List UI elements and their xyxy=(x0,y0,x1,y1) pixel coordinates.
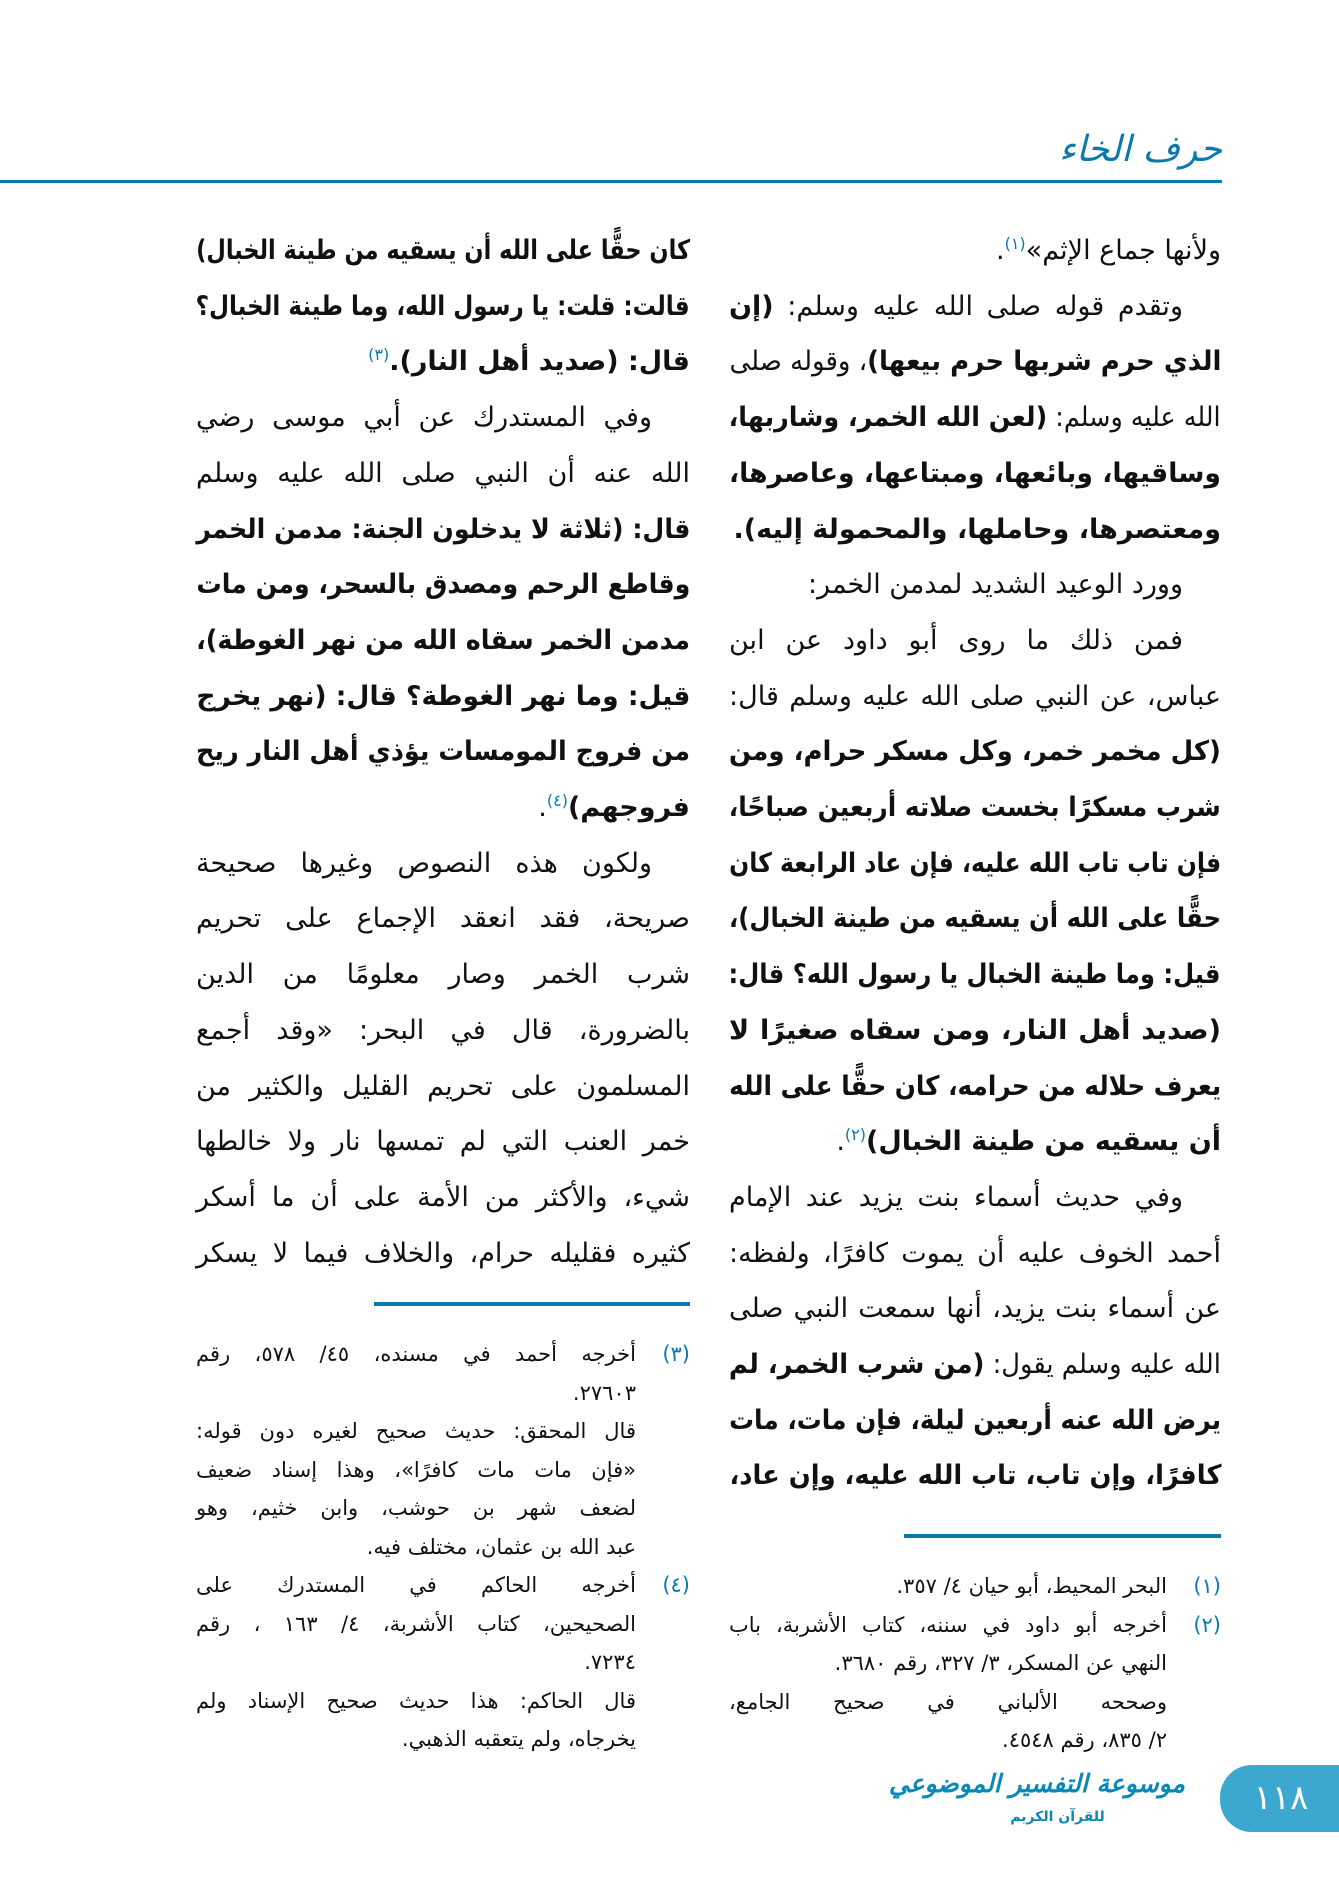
text-run: خمر العنب التي لم تمسها نار ولا خالطها xyxy=(196,1126,690,1158)
text-run: قالت: قلت: يا رسول الله، وما طينة الخبال؟ xyxy=(196,290,690,322)
text-run: كان حقًّا على الله أن يسقيه من طينة الخبال) xyxy=(196,235,690,266)
text-line xyxy=(729,780,1221,836)
footnote-line: البحر المحيط، أبو حيان ٤/ ٣٥٧. xyxy=(896,1574,1167,1598)
footnote-line: النهي عن المسكر، ٣/ ٣٢٧، رقم ٣٦٨٠. xyxy=(834,1651,1167,1675)
text-line xyxy=(196,446,690,502)
text-line xyxy=(196,1170,690,1226)
text-run: . xyxy=(836,1126,845,1158)
text-run: قيل: وما نهر الغوطة؟ قال: (نهر يخرج xyxy=(196,680,690,712)
text-run: أحمد الخوف عليه أن يموت كافرًا، ولفظه: xyxy=(729,1237,1221,1269)
text-run: عباس، عن النبي صلى الله عليه وسلم قال: xyxy=(729,680,1221,712)
text-run: (لعن الله الخمر، وشاربها، xyxy=(729,402,1048,434)
text-run: ولكون هذه النصوص وغيرها صحيحة xyxy=(196,847,652,879)
text-run: شيء، والأكثر من الأمة على أن ما أسكر xyxy=(196,1181,690,1213)
text-line xyxy=(729,947,1221,1003)
footnote-line: ٢٧٦٠٣. xyxy=(572,1380,636,1405)
text-run: فروجهم) xyxy=(567,792,690,823)
text-run: (صديد أهل النار، ومن سقاه صغيرًا لا xyxy=(729,1014,1221,1046)
text-run: وتقدم قوله صلى الله عليه وسلم: xyxy=(773,290,1183,322)
text-line xyxy=(196,669,690,725)
text-run: ولأنها جماع الإثم» xyxy=(1025,235,1221,266)
footnote-line: وصححه الألباني في صحيح الجامع، xyxy=(729,1689,1167,1714)
text-run: (كل مخمر خمر، وكل مسكر حرام، ومن xyxy=(729,736,1221,768)
text-line xyxy=(729,1059,1221,1115)
text-line xyxy=(196,724,690,780)
page-number: ١١٨ xyxy=(1253,1778,1309,1818)
footnote-line: لضعف شهر بن حوشب، وابن خثيم، وهو xyxy=(196,1496,636,1520)
text-run: وفي المستدرك عن أبي موسى رضي xyxy=(196,402,652,434)
text-run: وورد الوعيد الشديد لمدمن الخمر: xyxy=(807,569,1183,601)
text-run: كثيره فقليله حرام، والخلاف فيما لا يسكر xyxy=(196,1237,690,1269)
footnote-line: عبد الله بن عثمان، مختلف فيه. xyxy=(366,1534,636,1559)
text-run: (من شرب الخمر، لم xyxy=(729,1349,985,1380)
footnote-line: قال الحاكم: هذا حديث صحيح الإسناد ولم xyxy=(196,1688,636,1713)
text-line xyxy=(729,557,1183,613)
text-run: من فروج المومسات يؤذي أهل النار ريح xyxy=(196,736,690,768)
footnote-line: الصحيحين، كتاب الأشربة، ٤/ ١٦٣ ، رقم xyxy=(196,1611,636,1636)
text-line xyxy=(729,1448,1221,1504)
text-line xyxy=(196,557,690,613)
text-run: فإن تاب تاب الله عليه، فإن عاد الرابعة كان xyxy=(729,847,1221,879)
footnote-number: (٣) xyxy=(662,1342,690,1366)
text-run: وفي حديث أسماء بنت يزيد عند الإمام xyxy=(729,1181,1183,1213)
text-line xyxy=(196,334,690,390)
text-line xyxy=(729,1337,1221,1393)
text-run: قال: (ثلاثة لا يدخلون الجنة: مدمن الخمر xyxy=(196,513,690,545)
logo-subtitle: للقرآن الكريم xyxy=(1010,1809,1105,1825)
footnote-line: أخرجه الحاكم في المستدرك على xyxy=(196,1573,636,1597)
text-run: (إن xyxy=(729,290,774,322)
text-line xyxy=(196,279,690,335)
text-run: الله عليه وسلم: xyxy=(1047,402,1221,434)
chapter-title: حرف الخاء xyxy=(1059,129,1222,170)
text-line xyxy=(729,891,1221,947)
text-line xyxy=(729,1393,1221,1449)
text-line xyxy=(729,669,1221,725)
text-run: . xyxy=(995,235,1005,266)
text-line xyxy=(729,1003,1221,1059)
text-line xyxy=(729,613,1183,669)
footnote-ref: (٢) xyxy=(844,1125,867,1145)
footnote-divider xyxy=(904,1534,1221,1538)
text-run: وساقيها، وبائعها، ومبتاعها، وعاصرها، xyxy=(729,457,1221,489)
text-line xyxy=(729,502,1221,558)
text-run: المسلمون على تحريم القليل والكثير من xyxy=(196,1070,690,1102)
text-line xyxy=(729,724,1221,780)
logo-title: موسوعة التفسير الموضوعي xyxy=(888,1769,1185,1798)
footnote-ref: (٣) xyxy=(368,345,390,365)
footnote-line: ٧٢٣٤. xyxy=(584,1650,636,1674)
text-line xyxy=(729,446,1221,502)
text-run: بالضرورة، قال في البحر: «وقد أجمع xyxy=(196,1014,690,1046)
footnote-line: ٢/ ٨٣٥، رقم ٤٥٤٨. xyxy=(1002,1728,1167,1752)
text-run: قال: (صديد أهل النار). xyxy=(389,346,690,378)
text-run: يرض الله عنه أربعين ليلة، فإن مات، مات xyxy=(729,1404,1221,1436)
footnote-divider xyxy=(374,1302,690,1306)
text-line xyxy=(196,1114,690,1170)
text-line xyxy=(196,223,690,279)
footnote-line: أخرجه أحمد في مسنده، ٤٥/ ٥٧٨، رقم xyxy=(196,1342,636,1366)
text-line xyxy=(196,613,690,669)
text-run: . xyxy=(538,792,547,823)
footnote-ref: (١) xyxy=(1004,234,1026,253)
text-run: قيل: وما طينة الخبال يا رسول الله؟ قال: xyxy=(729,959,1221,991)
text-line xyxy=(729,279,1183,335)
text-line xyxy=(196,1059,690,1115)
footnote-line: أخرجه أبو داود في سننه، كتاب الأشربة، باب xyxy=(729,1612,1167,1637)
text-line xyxy=(196,1226,690,1282)
text-line xyxy=(196,891,690,947)
text-run: ومعتصرها، وحاملها، والمحمولة إليه). xyxy=(733,513,1221,545)
text-line xyxy=(729,390,1221,446)
footnote-number: (١) xyxy=(1193,1574,1221,1598)
text-line xyxy=(729,223,1221,279)
text-run: فمن ذلك ما روى أبو داود عن ابن xyxy=(729,624,1183,656)
text-line xyxy=(196,836,652,892)
footnote-line: يخرجاه، ولم يتعقبه الذهبي. xyxy=(401,1727,636,1751)
text-run: الله عنه أن النبي صلى الله عليه وسلم xyxy=(196,457,690,489)
text-line xyxy=(196,502,690,558)
footnote-number: (٢) xyxy=(1193,1612,1221,1637)
text-line xyxy=(196,390,652,446)
text-line xyxy=(729,1114,1221,1170)
text-run: شرب مسكرًا بخست صلاته أربعين صباحًا، xyxy=(729,792,1221,823)
text-line xyxy=(196,1003,690,1059)
text-run: أن يسقيه من طينة الخبال) xyxy=(866,1126,1221,1158)
text-line xyxy=(196,947,690,1003)
text-line xyxy=(729,1281,1221,1337)
text-run: يعرف حلاله من حرامه، كان حقًّا على الله xyxy=(729,1070,1221,1102)
header-rule xyxy=(0,180,1222,183)
footnote-line: «فإن مات مات كافرًا»، وهذا إسناد ضعيف xyxy=(196,1457,636,1482)
text-line xyxy=(729,836,1221,892)
text-line xyxy=(729,1170,1183,1226)
text-run: عن أسماء بنت يزيد، أنها سمعت النبي صلى xyxy=(729,1293,1221,1325)
text-line xyxy=(729,1226,1221,1282)
text-run: كافرًا، وإن تاب، تاب الله عليه، وإن عاد، xyxy=(729,1460,1221,1492)
series-logo xyxy=(888,1762,1185,1842)
footnote-ref: (٤) xyxy=(546,791,568,810)
footnote-number: (٤) xyxy=(662,1573,690,1597)
text-run: مدمن الخمر سقاه الله من نهر الغوطة)، xyxy=(196,624,690,656)
text-run: الذي حرم شربها حرم بيعها) xyxy=(866,346,1221,378)
text-run: صريحة، فقد انعقد الإجماع على تحريم xyxy=(196,903,690,935)
text-run: حقًّا على الله أن يسقيه من طينة الخبال)، xyxy=(729,903,1221,935)
text-run: شرب الخمر وصار معلومًا من الدين xyxy=(196,959,690,991)
text-line xyxy=(196,780,690,836)
text-line xyxy=(729,334,1221,390)
text-run: ، وقوله صلى xyxy=(729,346,867,378)
text-run: الله عليه وسلم يقول: xyxy=(984,1349,1221,1380)
text-run: وقاطع الرحم ومصدق بالسحر، ومن مات xyxy=(196,569,690,601)
footnote-line: قال المحقق: حديث صحيح لغيره دون قوله: xyxy=(196,1419,636,1443)
